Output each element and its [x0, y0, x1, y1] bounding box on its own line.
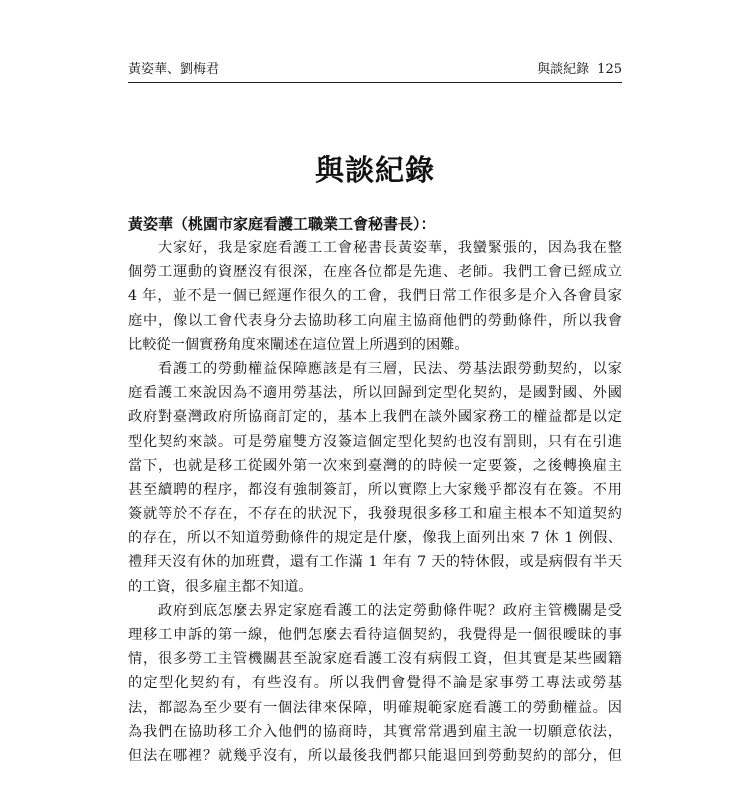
text-line: 庭中，像以工會代表身分去協助移工向雇主協商他們的勞動條件，所以我會 — [128, 312, 622, 329]
text-line: 的定型化契約有，有些沒有。所以我們會覺得不論是家事勞工專法或勞基 — [128, 675, 622, 692]
text-line: 大家好，我是家庭看護工工會秘書長黃姿華，我蠻緊張的，因為我在整 — [158, 240, 622, 256]
page-title: 與談紀錄 — [314, 153, 435, 187]
text-line: 個勞工運動的資歷沒有很深，在座各位都是先進、老師。我們工會已經成立 — [128, 264, 622, 281]
paragraph-2 — [128, 357, 622, 599]
text-line: 法，都認為至少要有一個法律來保障，明確規範家庭看護工的勞動權益。因 — [128, 699, 622, 716]
text-line: 比較從一個實務角度來闡述在這位置上所遇到的困難。 — [128, 336, 469, 353]
text-line: 為我們在協助移工介入他們的協商時，其實常常遇到雇主說一切願意依法， — [128, 723, 622, 740]
text-line: 看護工的勞動權益保障應該是有三層，民法、勞基法跟勞動契約，以家 — [158, 360, 622, 377]
text-line: 甚至續聘的程序，都沒有強制簽訂，所以實際上大家幾乎都沒有在簽。不用 — [128, 481, 622, 498]
paragraph-1 — [128, 236, 622, 357]
speaker-heading: 黃姿華（桃園市家庭看護工職業工會秘書長）： — [128, 215, 436, 233]
header-section: 與談紀錄 — [537, 62, 590, 77]
header-authors: 黃姿華、劉梅君 — [128, 62, 220, 77]
body-text — [128, 236, 622, 768]
text-line: 4 年，並不是一個已經運作很久的工會，我們日常工作很多是介入各會員家 — [128, 288, 622, 305]
header-right — [537, 60, 622, 80]
paragraph-3 — [128, 599, 622, 768]
text-line: 但法在哪裡？就幾乎沒有，所以最後我們都只能退回到勞動契約的部分，但 — [128, 747, 622, 764]
text-line: 的存在，所以不知道勞動條件的規定是什麼，像我上面列出來 7 休 1 例假、 — [128, 530, 622, 547]
running-header — [128, 60, 622, 83]
text-line: 政府到底怎麼去界定家庭看護工的法定勞動條件呢？政府主管機關是受 — [158, 602, 622, 619]
text-line: 情，很多勞工主管機關甚至說家庭看護工沒有病假工資，但其實是某些國籍 — [128, 651, 622, 668]
text-line: 政府對臺灣政府所協商訂定的，基本上我們在談外國家務工的權益都是以定 — [128, 409, 622, 426]
text-line: 型化契約來談。可是勞雇雙方沒簽這個定型化契約也沒有罰則，只有在引進 — [128, 433, 622, 450]
text-line: 當下，也就是移工從國外第一次來到臺灣的的時候一定要簽，之後轉換雇主 — [128, 457, 622, 474]
text-line: 的工資，很多雇主都不知道。 — [128, 578, 313, 595]
page-number: 125 — [597, 62, 622, 77]
text-line: 理移工申訴的第一線，他們怎麼去看待這個契約，我覺得是一個很曖昧的事 — [128, 627, 622, 643]
text-line: 庭看護工來說因為不適用勞基法，所以回歸到定型化契約，是國對國、外國 — [128, 385, 622, 402]
text-line: 禮拜天沒有休的加班費，還有工作滿 1 年有 7 天的特休假，或是病假有半天 — [128, 554, 622, 571]
text-line: 簽就等於不存在，不存在的狀況下，我發現很多移工和雇主根本不知道契約 — [128, 506, 622, 523]
